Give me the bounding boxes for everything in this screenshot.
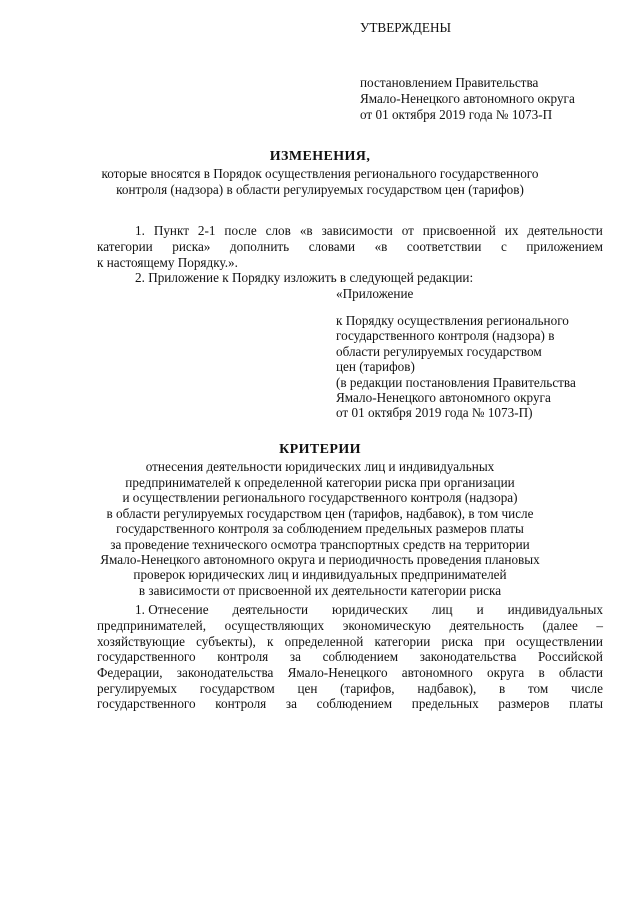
word: контроля — [217, 649, 269, 664]
appendix-line: от 01 октября 2019 года № 1073-П) — [336, 405, 533, 420]
word: от — [401, 223, 414, 238]
word: после — [224, 223, 257, 238]
body-line — [97, 634, 603, 650]
body-line — [135, 602, 603, 618]
word: юридических — [331, 602, 408, 617]
word: Федерации, — [97, 665, 163, 680]
appendix-line: государственного контроля (надзора) в — [336, 328, 555, 343]
criteria-subtitle: Ямало-Ненецкого автономного округа и периодичность проведения плановых — [100, 552, 540, 567]
word: их — [504, 223, 519, 238]
word: индивидуальных — [507, 602, 603, 617]
word: слов — [265, 223, 291, 238]
word: Ямало-Ненецкого — [287, 665, 388, 680]
criteria-subtitle: государственного контроля за соблюдением предельных размеров платы — [116, 521, 524, 536]
changes-title: ИЗМЕНЕНИЯ, — [269, 149, 371, 164]
changes-subtitle: контроля (надзора) в области регулируемых государством цен (тарифов) — [116, 182, 524, 197]
word: хозяйствующие — [97, 634, 185, 649]
criteria-title: КРИТЕРИИ — [279, 442, 361, 457]
word: за — [289, 649, 301, 664]
word: словами — [308, 239, 356, 254]
word: соблюдением — [322, 649, 399, 664]
word: округа — [486, 665, 525, 680]
word: осуществляющих — [224, 618, 325, 633]
word: за — [285, 696, 297, 711]
criteria-subtitle: в области регулируемых государством цен (тарифов, надбавок), в том числе — [106, 506, 534, 521]
changes-subtitle: которые вносятся в Порядок осуществления регионального государственного — [101, 166, 539, 181]
word: контроля — [215, 696, 267, 711]
word: деятельность — [449, 618, 524, 633]
word: соответствии — [406, 239, 482, 254]
body-line — [97, 665, 603, 681]
word: «в — [299, 223, 313, 238]
word: лиц — [431, 602, 453, 617]
appendix-label: «Приложение — [336, 286, 414, 301]
word: автономного — [401, 665, 473, 680]
word: том — [527, 681, 549, 696]
word: соблюдением — [316, 696, 393, 711]
word: приложением — [526, 239, 603, 254]
approval-title: УТВЕРЖДЕНЫ — [360, 20, 452, 35]
word: и — [476, 602, 484, 617]
word: Пункт — [153, 223, 189, 238]
word: экономическую — [342, 618, 431, 633]
word: государством — [199, 681, 275, 696]
word: при — [484, 634, 505, 649]
word: государственного — [97, 649, 196, 664]
word: государственного — [97, 696, 196, 711]
word: 2-1 — [197, 223, 216, 238]
word: размеров — [498, 696, 550, 711]
word: платы — [569, 696, 603, 711]
criteria-subtitle: за проведение технического осмотра транспортных средств на территории — [110, 537, 530, 552]
word: риска — [441, 634, 474, 649]
body-line — [97, 618, 603, 634]
word: – — [596, 618, 603, 633]
item2-line: 2. Приложение к Порядку изложить в следующей редакции: — [135, 270, 474, 285]
word: риска» — [172, 239, 211, 254]
word: осуществлении — [516, 634, 603, 649]
word: числе — [570, 681, 603, 696]
word: категории — [97, 239, 153, 254]
word: субъекты), — [196, 634, 256, 649]
criteria-subtitle: и осуществлении регионального государственного контроля (надзора) — [122, 490, 518, 505]
item1-line — [135, 223, 603, 239]
item1-line: к настоящему Порядку.». — [97, 255, 238, 270]
word: цен — [297, 681, 318, 696]
word: законодательства — [176, 665, 274, 680]
word: 1. Отнесение — [135, 602, 209, 617]
word: (тарифов, — [340, 681, 395, 696]
item1-line — [97, 239, 603, 255]
word: предельных — [411, 696, 479, 711]
criteria-subtitle: проверок юридических лиц и индивидуальных предпринимателей — [133, 567, 507, 582]
word: к — [267, 634, 274, 649]
word: зависимости — [321, 223, 393, 238]
appendix-line: к Порядку осуществления регионального — [336, 313, 569, 328]
criteria-subtitle: отнесения деятельности юридических лиц и индивидуальных — [145, 459, 495, 474]
appendix-line: (в редакции постановления Правительства — [336, 375, 576, 390]
appendix-line: Ямало-Ненецкого автономного округа — [336, 390, 551, 405]
appendix-line: области регулируемых государством — [336, 344, 542, 359]
body-line — [97, 649, 603, 665]
approval-line: Ямало-Ненецкого автономного округа — [360, 91, 575, 106]
word: (далее — [542, 618, 578, 633]
word: «в — [374, 239, 388, 254]
word: надбавок), — [417, 681, 477, 696]
word: регулируемых — [97, 681, 177, 696]
word: присвоенной — [422, 223, 496, 238]
word: Российской — [537, 649, 603, 664]
word: категории — [374, 634, 431, 649]
criteria-subtitle: предпринимателей к определенной категории риска при организации — [125, 475, 515, 490]
body-line — [97, 681, 603, 697]
criteria-subtitle: в зависимости от присвоенной их деятельности категории риска — [138, 583, 502, 598]
word: деятельности — [232, 602, 309, 617]
word: с — [500, 239, 507, 254]
word: в — [499, 681, 506, 696]
word: законодательства — [419, 649, 517, 664]
word: определенной — [284, 634, 364, 649]
approval-line: от 01 октября 2019 года № 1073-П — [360, 107, 553, 122]
word: 1. — [135, 223, 145, 238]
word: в — [538, 665, 545, 680]
word: деятельности — [527, 223, 603, 238]
approval-line: постановлением Правительства — [360, 75, 539, 90]
word: предпринимателей, — [97, 618, 207, 633]
body-line — [97, 696, 603, 712]
word: области — [558, 665, 603, 680]
appendix-line: цен (тарифов) — [336, 359, 415, 374]
word: дополнить — [229, 239, 290, 254]
